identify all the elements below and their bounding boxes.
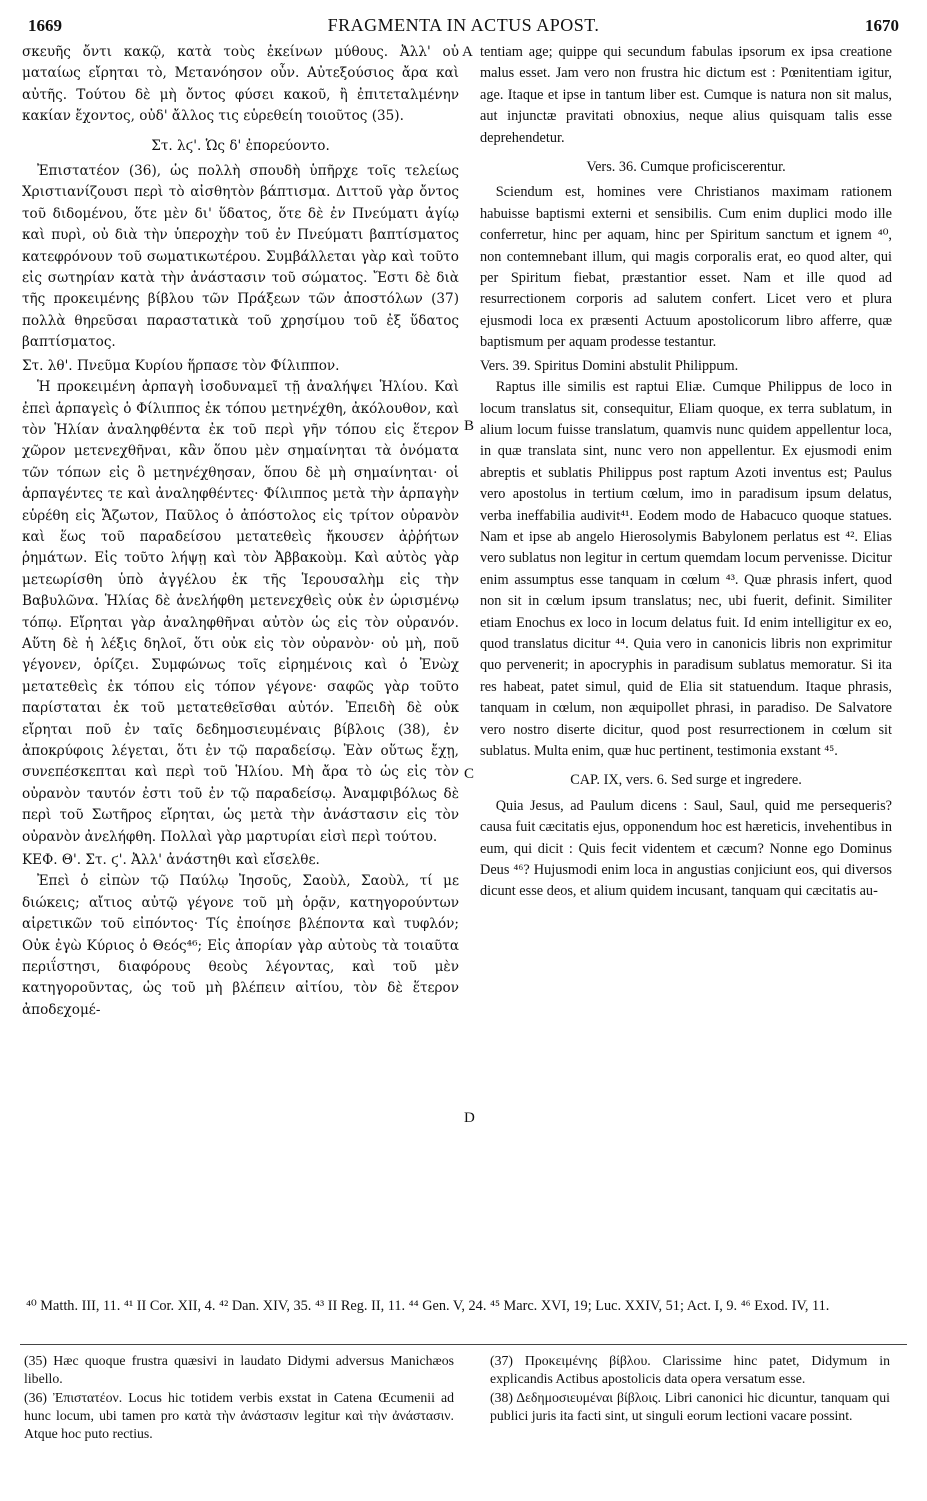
latin-paragraph: tentiam age; quippe qui secundum fabulas ipsorum ex ipsa creatione malus esset. Jam vero non frustra hic dictum est : Pœnitentiam igitur, age. Itaque et ipse in tantum liber est. Cumque is natura non sit malus, aut injunctæ pravitati obnoxius, neque alius quisquam talis esse deprehendetur. — [480, 44, 892, 146]
editor-note: (35) Hæc quoque frustra quæsivi in laudato Didymi adversus Manichæos libello. — [24, 1353, 454, 1386]
latin-section-heading: CAP. IX, vers. 6. Sed surge et ingredere. — [570, 772, 802, 789]
greek-paragraph: Ἐπιστατέον (36), ὡς πολλὴ σπουδὴ ὑπῆρχε τοῖς τελείως Χριστιανίζουσι περὶ τὸ αἰσθητὸν βάπτισμα. Διττοῦ γὰρ ὄντος τοῦ διδομένου, ὅτε μὲν δι' ὕδατος, ὅτε δὲ ἐν Πνεύματι ἁγίῳ καὶ πυρὶ, οὐ διὰ τὴν ὑπεροχὴν τοῦ ἐν Πνεύματι βαπτίσματος κατεφρόνουν τοῦ σωματικωτέρου. Συμβάλλεται γὰρ καὶ τοῦτο εἰς σωτηρίαν κατὰ τὴν ἀνάστασιν τοῦ σώματος. Ἔστι δὲ διὰ τῆς προκειμένης βίβλου τῶν Πράξεων τῶν ἀποστόλων (37) πολλὰ θηρεῦσαι παραστατικὰ τοῦ χρησίμου τοῦ ἐξ ὕδατος βαπτίσματος. — [22, 163, 459, 351]
latin-paragraph: Raptus ille similis est raptui Eliæ. Cumque Philippus de loco in locum translatus sit, consequitur, Eliam quoque, ex terra sublatum, in alium locum fuisse translatum, quamvis nunc quidem appellentur loca, in quæ translata sint, nunc vero non appellentur. Ex ejusmodi enim abreptis et sublatis Philippus post raptum Azoti inventus est; Paulus vero apostolus in tertium cœlum, imo in paradisum ipsum delatus, verba ineffabilia audivit⁴¹. Eodem modo de Habacuco quoque statues. Nam et ipse ab angelo Hierosolymis Babylonem perlatus est ⁴². Elias vero sublatus non legitur in certum quemdam locum pervenisse. Dicitur enim assumptus esse tanquam in cœlum ⁴³. Quæ phrasis infert, quod non sit in cœlum ipsum translatus; nec, ubi fuerit, definit. Similiter etiam Enochus ex loco in locum delatus fuit. Id enim intelligitur ex eo, quod translatus dicitur ⁴⁴. Quia vero in canonicis libris non exprimitur quo pervenerit; in apocryphis in paradisum sublatus memoratur. Si ita res habeat, patet simul, quid de Elia sit statuendum. Itaque phrasis, tanquam in cœlum, non æquipollet phrasi, in paradiso. De Salvatore vero nostro diserte dicitur, quod post resurrectionem in cœlum sit sublatus. Multa enim, quæ huc pertinent, testimonia exstant ⁴⁵. — [480, 379, 892, 759]
editor-note: (37) Προκειμένης βίβλου. Clarissime hinc patet, Didymum in explicandis Actibus apostolicis data opera versatum esse. — [490, 1353, 890, 1386]
greek-paragraph: Ἡ προκειμένη ἁρπαγὴ ἰσοδυναμεῖ τῇ ἀναλήψει Ἡλίου. Καὶ ἐπεὶ ἁρπαγεὶς ὁ Φίλιππος ἐκ τόπου μετηνέχθη, ἀκόλουθον, καὶ τὸν Ἡλίαν ἀναληφθέντα ἐκ τοῦ περὶ γῆν τόπου εἰς ἕτερον χῶρον μετενεχθῆναι, κἂν ὅπου μὲν σημαίνηται τὰ ὀνόματα τῶν τόπων εἰς ὃ μετηνέχθησαν, ὅπου δὲ μὴ σημαίνηται· οἱ ἁρπαγέντες τε καὶ ἀναληφθέντες· Φίλιππος μετὰ τὴν ἁρπαγὴν εὑρέθη εἰς Ἄζωτον, Παῦλος ὁ ἀπόστολος εἰς τρίτον οὐρανὸν καὶ ἕως τοῦ παραδείσου μετατεθεὶς ἤκουσεν ἀῤῥήτων ῥημάτων. Εἰς τοῦτο λήψῃ καὶ τὸν Ἀββακοὺμ. Καὶ αὐτὸς γὰρ μετεωρίσθη ὑπὸ ἀγγέλου ἐκ τῆς Ἱερουσαλὴμ εἰς τὴν Βαβυλῶνα. Ἡλίας δὲ ἀνελήφθη μετενεχθεὶς οὐκ ἐν ὡρισμένῳ τόπῳ. Εἴρηται γὰρ ἀναληφθῆναι αὐτὸν ὡς εἰς τὸν οὐρανόν. Αὕτη δὲ ἡ λέξις δηλοῖ, ὅτι οὐκ εἰς τὸν οὐρανὸν· οὐ μὴ, ποῦ γέγονεν, ὁρίζει. Συμφώνως τοῖς εἰρημένοις καὶ ὁ Ἐνὼχ μετατεθεὶς ἐκ τόπου εἰς τόπον γέγονε· σαφῶς γὰρ τοῦτο παρίσταται ἐκ τοῦ μετατεθεῖσθαι αὐτόν. Ἐπειδὴ δὲ οὐκ εἴρηται ποῦ ἐν ταῖς δεδημοσιευμέναις βίβλοις (38), ἐν ἀποκρύφοις λέγεται, ὅτι ἐν τῷ παραδείσῳ. Ἐὰν οὕτως ἔχῃ, συνεπέσκεπται καὶ περὶ τοῦ Ἡλίου. Μὴ ἄρα τὸ ὡς εἰς τὸν οὐρανὸν ταυτόν ἐστι τοῦ ἐν τῷ παραδείσῳ. Ἀναμφιβόλως δὲ περὶ τοῦ Σωτῆρος εἴρηται, ὡς μετὰ τὴν ἀνάστασιν εἰς τὸν οὐρανὸν ἀνελήφθη. Πολλαὶ γὰρ μαρτυρίαι εἰσὶ περὶ τούτου. — [22, 379, 459, 845]
latin-paragraph: Sciendum est, homines vere Christianos maximam rationem habuisse baptismi externi et sensibilis. Cum enim duplici modo ille conferretur, hinc per aquam, hinc per Spiritum sanctum et ignem ⁴⁰, non contemnebant illum, qui magis corporalis erat, eo quod alter, qui per Spiritum fiebat, præstantior esset. Nam et ille quod ad resurrectionem corporis ad salutem confert. Licet vero et plura ejusmodi loca ex præsenti Actuum apostolicorum libro afferre, quæ baptismum per aquam prodesse testantur. — [480, 184, 892, 351]
running-title: FRAGMENTA IN ACTUS APOST. — [327, 15, 600, 35]
latin-section-heading: Vers. 39. Spiritus Domini abstulit Philippum. — [480, 357, 739, 374]
greek-section-heading: Στ. λθ'. Πνεῦμα Κυρίου ἥρπασε τὸν Φίλιππον. — [22, 357, 340, 374]
notes-divider — [20, 1344, 907, 1345]
editor-notes-right — [490, 1352, 890, 1426]
page-header — [28, 14, 899, 40]
greek-paragraph: σκευῆς ὄντι κακῷ, κατὰ τοὺς ἐκείνων μύθους. Ἀλλ' οὐ ματαίως εἴρηται τὸ, Μετανόησον οὖν. Αὐτεξούσιος ἄρα καὶ αὐτῆς. Τούτου δὲ μὴ ὄντος φύσει κακοῦ, ἢ ἐπιτεταλμένην κακίαν ἔχοντος, οὐδ' ἄλλος τις εὑρεθείη τοιοῦτος (35). — [22, 44, 459, 125]
page-number-left: 1669 — [28, 16, 62, 35]
editor-note: (38) Δεδημοσιευμέναι βίβλοις. Libri canonici hic dicuntur, tanquam qui publici juris ita facti sint, ut singuli eorum lectioni vacare possint. — [490, 1390, 890, 1423]
margin-marker-a: A — [462, 44, 473, 60]
greek-paragraph: Ἐπεὶ ὁ εἰπὼν τῷ Παύλῳ Ἰησοῦς, Σαοὺλ, Σαοὺλ, τί με διώκεις; αἴτιος αὐτῷ γέγονε τοῦ μὴ ὁρᾷν, κατηγορούντων αἱρετικῶν τοῦ εἰπόντος· Τίς ἐποίησε βλέποντα καὶ τυφλόν; Οὐκ ἐγὼ Κύριος ὁ Θεός⁴⁶; Εἰς ἀπορίαν γὰρ αὐτοὺς τὰ τοιαῦτα περιΐστησι, διαφόρους θεοὺς λέγοντας, καὶ τοῦ μὲν κατηγοροῦντας, ὡς τοῦ μὴ βλέπειν αἰτίου, τὸν δὲ ἕτερον ἀποδεχομέ- — [22, 873, 459, 1018]
greek-column — [22, 42, 459, 1021]
margin-marker-d: D — [464, 1110, 475, 1126]
latin-section-heading: Vers. 36. Cumque proficiscerentur. — [586, 159, 786, 176]
page-number-right: 1670 — [865, 16, 899, 35]
editor-note: (36) Ἐπιστατέον. Locus hic totidem verbis exstat in Catena Œcumenii ad hunc locum, ubi tamen pro κατὰ τὴν ἀνάστασιν legitur καὶ τὴν ἀνάστασιν. Atque hoc puto rectius. — [24, 1390, 454, 1441]
latin-column — [480, 42, 892, 903]
editor-notes-left — [24, 1352, 454, 1444]
greek-section-heading: Στ. λϛ'. Ὡς δ' ἐπορεύοντο. — [151, 137, 330, 154]
greek-section-heading: ΚΕΦ. Θ'. Στ. ϛ'. Ἀλλ' ἀνάστηθι καὶ εἴσελθε. — [22, 852, 320, 869]
scripture-references: ⁴⁰ Matth. III, 11. ⁴¹ II Cor. XII, 4. ⁴² Dan. XIV, 35. ⁴³ II Reg. II, 11. ⁴⁴ Gen. V, 24. ⁴⁵ Marc. XVI, 19; Luc. XXIV, 51; Act. I, 9. ⁴⁶ Exod. IV, 11. — [26, 1298, 830, 1314]
margin-marker-c: C — [464, 766, 475, 782]
latin-paragraph: Quia Jesus, ad Paulum dicens : Saul, Saul, quid me persequeris? causa fuit cæcitatis ejus, opponendum hoc est hæreticis, invehentibus in eum, qui dicit : Quis fecit videntem et cæcum? Nonne ego Dominus Deus ⁴⁶? Hujusmodi enim loca in angustias conjiciunt eos, qui diversos dicunt esse deos, et alium quidem incusant, tanquam qui cæcitatis au- — [480, 797, 892, 900]
margin-marker-b: B — [464, 418, 475, 434]
